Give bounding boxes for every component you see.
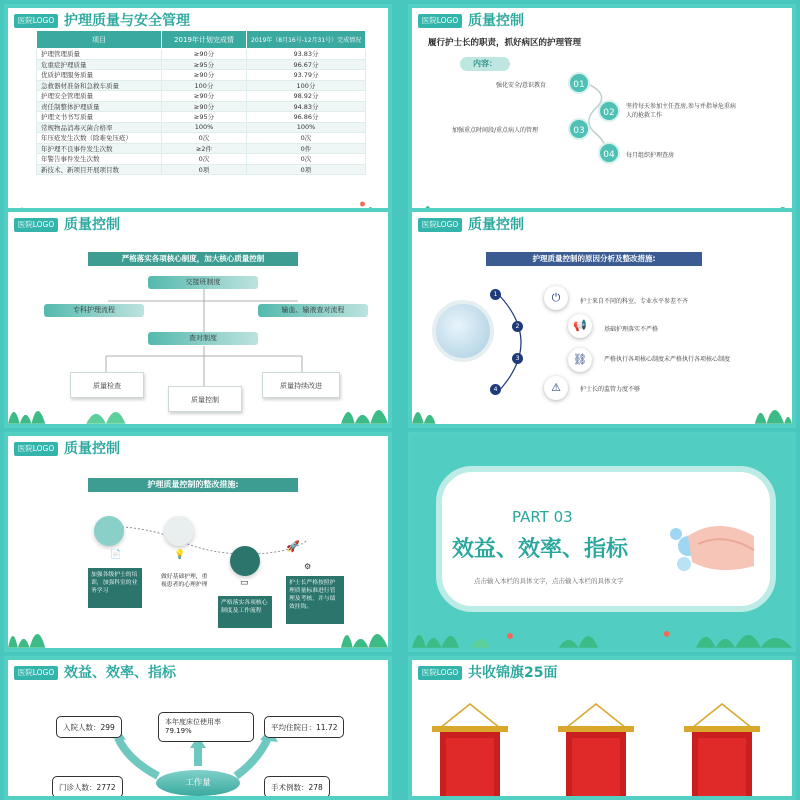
slide-title: 质量控制 [468,13,524,29]
slide-4[interactable] [408,208,796,428]
hospital-logo: 医院LOGO [14,666,58,680]
slide-1[interactable] [4,4,392,224]
part-label: PART 03 [512,508,573,526]
section-banner: 严格落实各项核心制度，加大核心质量控制 [88,252,298,266]
slide-2[interactable] [408,4,796,224]
slide-3[interactable] [4,208,392,428]
box-continuous-improve: 质量持续改进 [262,372,340,398]
table-row [37,59,366,70]
table-cell: 0次 [247,133,366,144]
warning-icon: ⚠ [544,376,568,400]
slide-title: 质量控制 [64,441,120,457]
table-cell: 0次 [162,133,247,144]
table-cell: 年压疮发生次数（除难免压疮） [37,133,162,144]
step-04-text: 每月组织护理查房 [626,152,675,159]
quality-table [36,30,366,175]
slide-title: 质量控制 [64,217,120,233]
table-cell: 0项 [247,164,366,175]
step-2-circle [164,516,194,546]
reason-4-number: 4 [490,384,501,395]
flow-node-handover: 交接班制度 [148,276,258,289]
table-cell: 96.86分 [247,112,366,123]
table-cell: 年护理不良事件发生次数 [37,143,162,154]
table-row [37,70,366,81]
step-01-badge: 01 [568,72,590,94]
table-row [37,101,366,112]
hospital-logo: 医院LOGO [14,442,58,456]
table-header: 项目 [37,31,162,49]
step-03-text: 加强重点时间段/重点病人的管理 [452,127,539,134]
step-01-text: 强化安全/意识教育 [496,82,547,89]
pennant-2 [558,704,634,800]
table-header-row [37,31,366,49]
sitemap-icon: ⛓ [568,348,592,372]
megaphone-icon: 📢 [568,314,592,338]
table-cell: 优质护理服务质量 [37,70,162,81]
arc-connector [482,290,542,400]
table-cell: 0次 [162,154,247,165]
step-1-box: 加强各级护士的培训，加强科室的业务学习 [88,568,142,608]
table-cell: 98.92分 [247,91,366,102]
slide-6[interactable] [408,432,796,652]
table-cell: 年警告事件发生次数 [37,154,162,165]
slide-subtitle: 履行护士长的职责，抓好病区的护理管理 [428,38,582,48]
step-4-box: 护士长严格按照护理质量标准进行管理及考核，并与绩效挂钩。 [286,576,344,624]
slide-title: 质量控制 [468,217,524,233]
reason-2-text: 基础护理落实不严格 [604,326,659,333]
placeholder-text: 点击输入本栏的具体文字，点击输入本栏的具体文字 [474,577,624,585]
table-cell: 96.67分 [247,59,366,70]
reason-3-text: 严格执行各项核心制度未严格执行各项核心制度 [604,356,731,363]
box-quality-check: 质量检查 [70,372,144,398]
hospital-logo: 医院LOGO [418,14,462,28]
table-cell: ≥90分 [162,49,247,60]
table-cell: ≥90分 [162,70,247,81]
table-cell: 责任制整体护理质量 [37,101,162,112]
table-cell: ≥95分 [162,112,247,123]
table-row [37,122,366,133]
table-cell: 100% [247,122,366,133]
step-04-badge: 04 [598,142,620,164]
table-cell: 93.83分 [247,49,366,60]
power-icon: ⏻ [544,286,568,310]
table-row [37,91,366,102]
table-cell: 94.83分 [247,101,366,112]
step-2-box: 做好基础护理，重视患者的心理护理 [158,570,212,610]
grass-decoration [8,394,388,424]
flow-node-transfusion: 输血、输液查对流程 [258,304,368,317]
kpi-outpatients: 门诊人数：2772 [52,776,123,798]
slide-title: 护理质量与安全管理 [64,13,190,29]
hospital-logo: 医院LOGO [418,666,462,680]
table-cell: 危重症护理质量 [37,59,162,70]
flow-node-specialty: 专科护理流程 [44,304,144,317]
rocket-icon: 🚀 [286,540,300,553]
table-cell: ≥95分 [162,59,247,70]
table-row [37,49,366,60]
table-row [37,133,366,144]
reason-2-number: 2 [512,321,523,332]
hospital-logo: 医院LOGO [14,218,58,232]
kpi-bed-usage: 本年度床位使用率79.19% [158,712,254,742]
content-label: 内容： [460,57,510,71]
slide-7[interactable] [4,656,392,800]
table-cell: 0项 [162,164,247,175]
document-icon: 📄 [110,550,122,560]
hospital-logo: 医院LOGO [418,218,462,232]
reason-3-number: 3 [512,353,523,364]
table-cell: 0次 [247,154,366,165]
table-cell: 100分 [162,80,247,91]
box-quality-control: 质量控制 [168,386,242,412]
table-cell: 100分 [247,80,366,91]
flow-node-check: 查对制度 [148,332,258,345]
section-banner: 护理质量控制的原因分析及整改措施: [486,252,702,266]
table-cell: ≥90分 [162,101,247,112]
table-row [37,154,366,165]
table-cell: 新技术、新项目开展项目数 [37,164,162,175]
step-3-circle [230,546,260,576]
grass-decoration [412,618,792,648]
table-cell: 0件 [247,143,366,154]
pennant-3 [684,704,760,800]
grass-decoration [8,618,388,648]
step-02-text: 坚持每天参加主任查房,参与并指导危重病人的抢救工作 [626,103,736,119]
table-cell: 护理安全管理质量 [37,91,162,102]
kpi-average-stay: 平均住院日：11.72 [264,716,344,738]
reason-1-text: 护士来自不同的科室，专业水平参差不齐 [580,298,689,305]
table-cell: 100% [162,122,247,133]
table-cell: 护理文书书写质量 [37,112,162,123]
slide-title: 效益、效率、指标 [64,665,176,681]
table-header: 2019年（8月16号-12月31号）完成情况 [247,31,366,49]
reason-1-number: 1 [490,289,501,300]
workload-center: 工作量 [156,770,240,796]
bulb-icon: 💡 [174,550,186,560]
table-row [37,80,366,91]
table-cell: 常规物品消毒灭菌合格率 [37,122,162,133]
hospital-logo: 医院LOGO [14,14,58,28]
slide-title: 共收锦旗25面 [468,665,558,681]
table-cell: 93.79分 [247,70,366,81]
table-cell: ≥90分 [162,91,247,102]
table-cell: 急救器材准备和急救车质量 [37,80,162,91]
step-02-badge: 02 [598,100,620,122]
reason-4-text: 护士长的监管力度不够 [580,386,641,393]
slide-8[interactable] [408,656,796,800]
table-cell: 护理管理质量 [37,49,162,60]
grass-decoration [412,394,792,424]
slide-5[interactable] [4,432,392,652]
table-cell: ≥2件 [162,143,247,154]
step-1-circle [94,516,124,546]
kpi-surgeries: 手术例数：278 [264,776,330,798]
hand-washing-illustration [658,506,758,586]
kpi-admissions: 入院人数：299 [56,716,122,738]
pennant-1 [432,704,508,800]
section-banner: 护理质量控制的整改措施: [88,478,298,492]
table-header: 2019年计划完成情 [162,31,247,49]
step-03-badge: 03 [568,118,590,140]
tray-icon: ▭ [240,578,249,588]
section-heading: 效益、效率、指标 [452,537,629,562]
table-row [37,112,366,123]
table-row [37,164,366,175]
step-3-box: 严格落实各项核心制度及工作流程 [218,596,272,628]
gear-icon: ⚙ [304,562,312,571]
table-row [37,143,366,154]
banners-illustration [412,700,796,800]
